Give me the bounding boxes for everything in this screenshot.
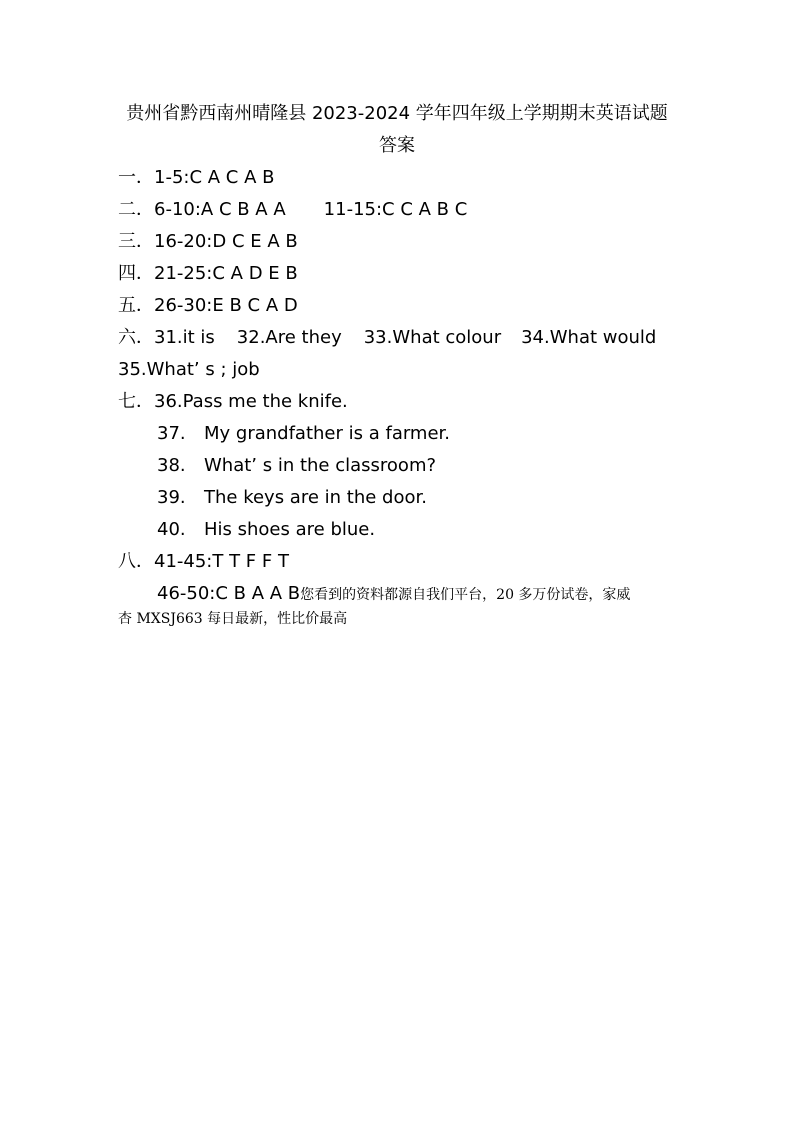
- answer-text: 41-45:T T F F T: [154, 551, 289, 572]
- section-6: [118, 327, 656, 349]
- section-number: 二．: [118, 199, 154, 220]
- section-6-continuation: 35.What’ s ; job: [118, 359, 260, 380]
- answer-item: 32.Are they: [236, 327, 342, 348]
- answer-item: 34.What would: [521, 327, 657, 348]
- answer-text: 1-5:C A C A B: [154, 167, 275, 188]
- section-7-item: [157, 519, 375, 541]
- doc-title-line1: 贵州省黔西南州晴隆县 2023-2024 学年四年级上学期期末英语试题: [126, 103, 668, 124]
- section-number: 七．: [118, 391, 154, 412]
- item-text: His shoes are blue.: [204, 519, 376, 540]
- watermark-note-line2: 杏 MXSJ663 每日最新，性比价最高: [118, 611, 348, 627]
- item-number: 39.: [157, 487, 186, 508]
- item-text: The keys are in the door.: [204, 487, 427, 508]
- section-number: 五．: [118, 295, 154, 316]
- answer-item: 33.What colour: [363, 327, 502, 348]
- answer-text: 21-25:C A D E B: [154, 263, 298, 284]
- section-number: 八．: [118, 551, 154, 572]
- watermark-note: 您看到的资料都源自我们平台，20 多万份试卷，家威: [300, 587, 631, 603]
- section-2: [118, 199, 467, 221]
- answer-item: 31.it is: [154, 327, 215, 348]
- answer-text: 36.Pass me the knife.: [154, 391, 348, 412]
- section-1: [118, 167, 274, 189]
- section-8: [118, 551, 289, 573]
- answer-text: 16-20:D C E A B: [154, 231, 298, 252]
- section-number: 三．: [118, 231, 154, 252]
- item-text: What’ s in the classroom?: [204, 455, 437, 476]
- section-4: [118, 263, 298, 285]
- section-5: [118, 295, 298, 317]
- answer-text-2: 46-50:C B A A B: [157, 583, 301, 604]
- doc-title-line2: 答案: [379, 135, 415, 156]
- item-number: 38.: [157, 455, 186, 476]
- section-7: [118, 391, 348, 413]
- section-number: 四．: [118, 263, 154, 284]
- answer-text-2: 11-15:C C A B C: [323, 199, 468, 220]
- section-7-item: [157, 455, 436, 477]
- section-7-item: [157, 487, 427, 509]
- section-7-item: [157, 423, 450, 445]
- section-number: 六．: [118, 327, 154, 348]
- item-number: 40.: [157, 519, 186, 540]
- answer-text: 6-10:A C B A A: [154, 199, 286, 220]
- item-number: 37.: [157, 423, 186, 444]
- answer-text: 26-30:E B C A D: [154, 295, 298, 316]
- section-8-line2: [157, 583, 630, 606]
- item-text: My grandfather is a farmer.: [204, 423, 451, 444]
- section-3: [118, 231, 298, 253]
- section-number: 一．: [118, 167, 154, 188]
